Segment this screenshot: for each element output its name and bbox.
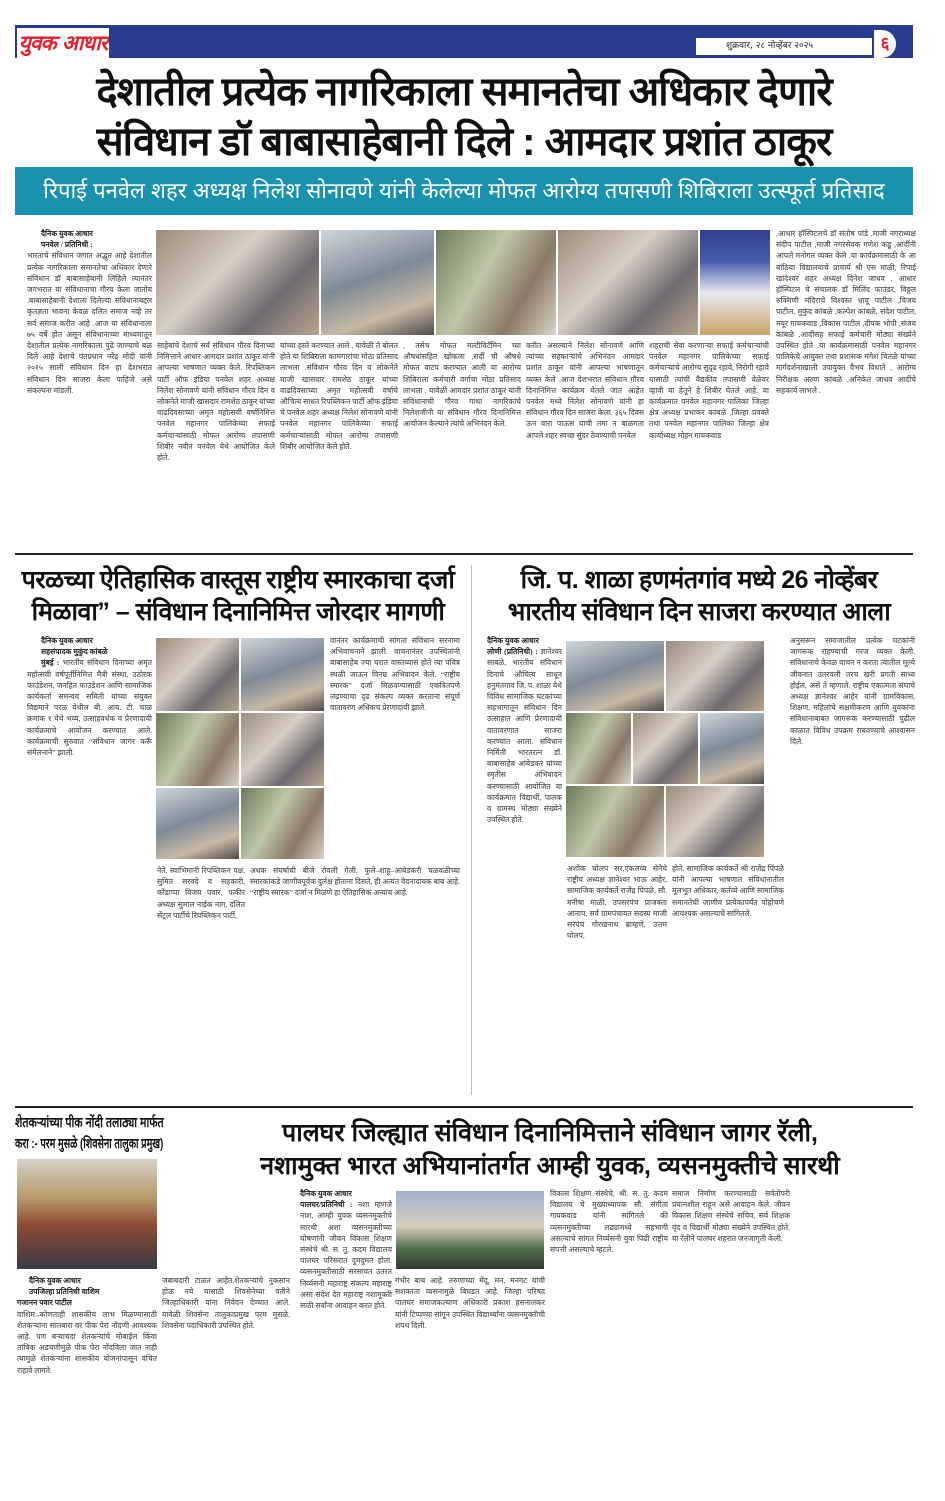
photo-grid-6 [240,787,325,860]
photo-grid-1 [155,637,240,712]
article5-headline-line2: नशामुक्त भारत अभियानांतर्गत आम्ही युवक, व्यसनमुक्तीचे सारथी [260,1152,840,1180]
byline: दैनिक युवक आधार [487,636,539,645]
photo-audience [155,229,320,336]
article3-column-4: होते. सामाजिक कार्यकर्ते श्री राजेंद्र पिंपळे यांनी आपल्या भाषणात संविधानातील मूलभूत अधिकार, कर्तव्ये आणि सामाजिक समानतेची जाणीव प्रत्येकापर्यंत पोहोचणे आवश्यक असल्याचे सांगितले. [672,864,784,918]
article3-column-1 [487,635,562,860]
photo-school-1 [565,640,665,712]
photo-school-6 [565,785,665,858]
article2-headline-line1: परळच्या ऐतिहासिक वास्तूस राष्ट्रीय स्मारकाचा दर्जा [21,566,455,594]
photo-school-3 [565,712,632,785]
lead-column-7: ,आधार हॉस्पिटलचे डॉ संतोष पांडे ,माजी नगराध्यक्ष संदीप पाटील ,माजी नगरसेवक गणेश कडू ,आदींनी आपले मनोगत व्यक्त केले .या कार्यक्रमासाठी के आ बांठिया विद्यालयाचे प्राचार्य श्री एस माळी, रिपाई खांदेश्वर शहर अध्यक्ष दिनेश जाधव , आधार हॉस्पिटल चे संचालक डॉ मिलिंद फाउंडर, विठ्ठल रुक्मिणी मंदिराचे विश्वस्त धायू पाटील ,विजय पाटील, मुकुंद कांबळे ,कल्पेश कांबळे, संदेश पाटील, मयूर गायकवाड ,विकास पाटील ,दीपक भोपी ,संजय कांबळे ,आदींसह सफाई कर्मचारी मोठ्या संख्येने उपस्थित होते .या कार्यक्रमासाठी पनवेल महानगर पालिकेचे आयुक्त तथा प्रशासक मंगेश चितळे यांच्या मार्गदर्शनाखाली उपायुक्त वैभव विधाते , आरोग्य निरीक्षक अरुण कांबळे ,अनिकेत जाधव आदींचे सहकार्य लाभले . [776,229,916,395]
lead-column-1 [27,228,152,548]
photo-memorandum [16,1158,158,1270]
lead-headline-line1: देशातील प्रत्येक नागरिकाला समानतेचा अधिकार देणारे [96,70,832,114]
article5-column-2: गंभीर बाब आहे. तरुणांच्या मेंदू, मन, मनगट यांची सशक्तता व्यसनामुळे बिघडत आहे. जिल्हा परिषद पालघर समाजकल्याण अधिकारी प्रकाश हसनालकर यांनी टिप्पण्या सांगून उपस्थित विद्यार्थ्यांना व्यसनमुक्तीची शपथ दिली. [395,1276,545,1330]
photo-school-7 [665,785,765,858]
photo-school-5 [699,712,765,785]
dateline: पनवेल / प्रतिनिधी : [41,240,93,250]
dateline: लोणी (प्रतिनिधी) : [487,647,538,657]
lead-column-2: साहेबांचे देशाचे सर्व संविधान गौरव दिनाच्या निमित्ताने आधार आमदार प्रशांत ठाकूर यांनी आपल्या भाषणात व्यक्त केले. रिपब्लिकन पार्टी ऑफ इंडिया पनवेल शहर अध्यक्ष निलेश सोनावणे यांनी संविधान गौरव दिन व लोकनेते माजी खासदार रामशेठ ठाकूर यांच्या वाढदिवसाच्या अमृत महोत्सवी वर्षानिमित्त पनवेल महानगर पालिकेच्या सफाई कर्मचाऱ्यांसाठी मोफत आरोग्य तपासणी शिबीर नवीन पनवेल येथे आयोजित केले होते. [157,341,275,463]
dateline: उपजिल्हा प्रतिनिधी वाशिम [29,1287,100,1297]
lead-column-6: शहराची सेवा करणाऱ्या सफाई कर्मचाऱ्यांची पनवेल महानगर पालिकेच्या सफाई कर्मचाऱ्यांचे आरोग्य सुदृढ रहावे, निरोगी रहावे यासाठी त्यांची वैद्यकीय तपासणी वेळेवर व्हावी या हेतूने हे शिबीर घेतले आहे. या कार्यक्रमात पनवेल महानगर पालिका जिल्हा क्षेत्र अध्यक्ष प्रभाकर कांबळे ,जिल्हा प्रवक्ते तथा पनवेल महानगर पालिका जिल्हा क्षेत्र कार्याध्यक्ष मोहन गायकवाड [649,341,769,440]
article3-column-2: अनुसरून समाजातील प्रत्येक घटकांनी जागरूक राहण्याची गरज व्यक्त केली. संविधानाचे केवळ वाचन न करता त्यातील मूल्ये जीवनात उतरवली तरच खरी प्रगती साध्य होईल, असे ते म्हणाले. राष्ट्रीय एकात्मता संघाचे अध्यक्ष ज्ञानेश्वर आहेर यांनी ग्रामविकास, शिक्षण, महिलांचे सक्षमीकरण आणि युवकांना संविधानाबाबत जागरूक करण्यासाठी पुढील काळात विविध उपक्रम राबवण्याचे आश्वासन दिले. [790,636,915,746]
photo-grid-3 [155,712,240,787]
photo-health-camp [320,229,435,336]
article5-column-3: विकास शिक्षण संस्थेचे, श्री. स. तु. कदम विद्यालय चे मुख्याध्यापक सौ. संगीता गायकवाड यांनी सांगितले की व्यसनमुक्तीच्या लढ्यामध्ये सहभागी असल्याचे सांगत निर्व्यसनी युवा पिढी राष्ट्रीय संपत्ती असल्याचे म्हटले. [550,1189,668,1255]
article4-headline-line2: करा :- परम मुसळे (शिवसेना तालुका प्रमुख) [15,1135,164,1151]
byline: दैनिक युवक आधार [41,229,93,238]
article3-headline-line1: जि. प. शाळा हणमंतगांव मध्ये 26 नोव्हेंबर [520,566,878,594]
article5-headline-line1: पालघर जिल्ह्यात संविधान दिनानिमित्ताने संविधान जागर रॅली, [282,1119,818,1147]
column-divider [471,565,472,1095]
byline: दैनिक युवक आधार [41,636,93,645]
photo-felicitation [435,229,557,336]
lead-subhead: रिपाई पनवेल शहर अध्यक्ष निलेश सोनावणे यांनी केलेल्या मोफत आरोग्य तपासणी शिबिराला उत्स्फूर्त प्रतिसाद [43,178,885,203]
article3-column-3: अशोक चोलप सर,एकलव्य सेनेचे राष्ट्रीय अध्यक्ष ज्ञानेश्वर भाऊ आहेर, सामाजिक कार्यकर्ते राजेंद्र पिंपळे, सौ. मनीषा माळी, उपसरपंच प्राजक्ता आनाप, सर्व ग्रामपंचायत सदस्य माजी सरपंच गोरखनाथ ब्राम्हणे, उत्तम घोलप, [567,864,667,941]
article4-column-2: जबाबदारी टाळत आहेत.शेतकऱ्यांचे नुकसान होऊ नये यासाठी शिवसेनेच्या वतीने जिल्हाधिकारी यांना निवेदन देण्यात आले. यावेळी शिवसेना तालुकाप्रमुख परम मुसळे, शिवसेना पदाधिकारी उपस्थित होते. [162,1276,290,1330]
article2-column-1 [27,635,152,1090]
lead-column-4: , तसेच मोफत मल्टीविटॅमिन च्या औषधांसहित खोकला ,सर्दी ची औषधे मोफत वाटप करण्यात आली या आरोग्य शिबिराला कर्मचारी वर्गाचा मोठा प्रतिसाद लाभला . यावेळी आमदार प्रशांत ठाकूर यांनी संविधानाची गौरव गाथा नागरिकांचे निलेशजीनी या संविधान गौरव दिनानिमित्त आयोजन केल्याने त्यांचे अभिनंदन केले. [403,341,521,429]
page-number: ६ [874,30,896,58]
article5-column-1 [300,1188,392,1488]
reporter: गजानन पवार पाटील [17,1298,72,1308]
article2-column-4: अधक संघर्षाची बीजे रोवली गेली. फुले–शाहू–आंबेडकरी चळवळीच्या स्मारकांकडे जाणीवपूर्वक दुर्लक्ष होताना दिसते, ही अत्यंत वेदनादायक बाब आहे. “राष्ट्रीय स्मारक” दर्जा न मिळणे हा ऐतिहासिक अन्याय आहे. [250,866,460,898]
photo-grid-4 [240,712,325,787]
photo-school-2 [665,640,765,712]
editor-credit: सहसंपादक मुकुंद कांबळे [41,647,108,657]
photo-rally [395,1190,545,1270]
article2-column-3: नेते, स्वाभिमानी रिपब्लिकन पक्ष, सुमित सरवदे व सहकारी, कोंडाप्पा विजय पवार, फकीर अध्यक्ष सुमाल नाईक नाग, दलित सेंट्रल पार्टीचे रिपब्लिकन पार्टी, [157,866,245,920]
section-divider [15,553,913,555]
issue-date: शुक्रवार, २८ नोव्हेंबर २०२५ [696,38,872,55]
article-text: भारतीय संविधान दिनाच्या अमृत महोत्सवी वर्षपूर्तीनिमित्त मैत्री संस्था, उठोरक फाउंडेशन, जनहित फाउंडेशन आणि सामाजिक कार्यकर्ता समन्वय समिती यांच्या संयुक्त विद्यमाने परळ येथील बी. आय. टी. चाळ क्रमांक १ येथे भव्य, उत्साहवर्धक व प्रेरणादायी कार्यक्रमाचे आयोजन करण्यात आले. कार्यक्रमाची सुरुवात “संविधान जागर करूँ संमेलनाने” झाली. [27,658,152,758]
article5-column-4: समाज निर्माण करण्यासाठी सर्वतोपरी प्रयत्नशील राहून असे आवाहन केले. जीवन विकास शिक्षण संस्थेचे सचिव, सर्व शिक्षक वृंद व विद्यार्थी मोठ्या संख्येने उपस्थित होते. या रॅलीने पालघर शहरात जनजागृती केली. [672,1189,790,1243]
article4-headline-line1: शेतकऱ्यांच्या पीक नोंदी तलाठ्या मार्फत [15,1114,164,1130]
article2-headline-line2: मिळावा” – संविधान दिनानिमित्त जोरदार मागणी [31,598,445,626]
photo-grid-2 [240,637,325,712]
section-divider [15,1106,913,1108]
article3-headline-line2: भारतीय संविधान दिन साजरा करण्यात आला [507,598,891,626]
dateline: मुंबई : [41,658,60,668]
article2-column-2: वानंतर कार्यक्रमाची सांगता संविधान सरनामा अभिवाचनाने झाली. वाचनानंतर उपस्थितांनी बाबासाहेब ज्या घरात वास्तव्यास होते त्या पवित्र स्थळी जाऊन विनम्र अभिवादन केले. “राष्ट्रीय स्मारक” दर्जा मिळवण्यासाठी एकत्रितपणे लढण्याचा दृढ संकल्प व्यक्त करताना संपूर्ण वातावरण अधिकच प्रेरणादायी झाले. [330,636,460,713]
photo-school-4 [632,712,699,785]
lead-column-3: यांच्या हस्ते करण्यात आले . यावेळी ते बोलत होते या शिबिराला कामगारांचा मोठा प्रतिसाद लाभला .संविधान गौरव दिन व लोकनेते माजी खासदार रामशेठ ठाकूर यांच्या वाढदिवसाच्या अमृत महोत्सवी वर्षाचे औचित्य साधत रिपब्लिकन पार्टी ऑफ इंडिया चे पनवेल शहर अध्यक्ष निलेश सोनावणे यांनी पनवेल महानगर पालिकेच्या सफाई कर्मचाऱ्यांसाठी मोफत आरोग्य तपासणी शिबीर आयोजित केले होते. [280,341,398,451]
byline: दैनिक युवक आधार [29,1276,81,1285]
photo-banner [699,229,771,336]
newspaper-logo: युवक आधार [17,28,109,58]
lead-column-5: करीत असल्याने निलेश सोनावणे आणि त्यांच्या सहकाऱ्यांचे अभिनंदन आमदार प्रशांत ठाकूर यांनी आपल्या भाषणातून व्यक्त केले .आज देशभरात संविधान गौरव दिनानिमित्त कार्यक्रम घेतले जात आहेत पनवेल मध्ये निलेश सोनावणे यांनी हा संविधान गौरव दिन साजरा केला. ३६५ दिवस ऊन वारा पाऊस याची तमा न बाळगता आपले शहर स्वच्छ सुंदर ठेवण्याची पनवेल [526,341,644,440]
article-text: नशा म्हणजे नाश, आम्ही युवक व्यसनमुक्तीचे सारथी अशा व्यसनमुक्तीच्या घोषणांनी जीवन विकास शिक्षण संस्थेचे श्री. स. तु. कदम विद्यालय पालघर परिसरात दुमदुमत होता. व्यसनमुक्तीसाठी सरसावत उतरत निर्व्यसनी महाराष्ट्र संकल्प महाराष्ट्र असा संदेश देत महाराष्ट्र नशामुक्ती साठी सर्वांना आवाहन करत होते. [300,1200,392,1311]
article-text: ज्ञानेश्वर साबळे, भारतीय संविधान दिनाचे औचित्य साधून हनुमंतगाव जि. प. शाळा येथे विविध सामाजिक घटकांच्या सहभागातून संविधान दिन उत्साहात आणि प्रेरणादायी वातावरणात साजरा करण्यात आला. संविधान निर्मिती भारतरत्न डॉ. बाबासाहेब आंबेडकर यांच्या स्मृतीस अभिवादन करण्यासाठी आयोजित या कार्यक्रमात विद्यार्थी, पालक व ग्रामस्थ मोठ्या संख्येने उपस्थित होते. [487,647,562,825]
dateline: पालघर/प्रतिनिधी : [300,1200,353,1210]
article-text: भारताचे संविधान जगात अद्भुत आहे देशातील प्रत्येक नागरिकाला समानतेचा अधिकार देणारे संविधान डॉ बाबासाहेबानी लिहिले त्यानंतर जगभरात या संविधानाचा गौरव केला जातोय .बाबासाहेबानी देशाला दिलेल्या संविधानाबद्दल कृतज्ञता भावना केवळ दलित समाज नव्हे तर सर्व समाज करीत आहे .आज या संविधानाला ७५ वर्षे होत असून संविधानाच्या माध्यमातून देशातील प्रत्येक नागरिकाला पुढे जाण्याचे बळ दिले आहे देशाचे पंतप्रधान नरेंद्र मोदी यांनी २०१५ साली संविधान दिन हा देशभरात संविधान दिन साजरा केला पाहिजे असे संकल्पना मांडली. [27,251,152,395]
photo-grid-5 [155,787,240,860]
photo-stage-guests [557,229,699,336]
lead-headline-line2: संविधान डॉ बाबासाहेबानी दिले : आमदार प्रशांत ठाकूर [96,120,832,164]
article4-column-1 [17,1275,157,1490]
byline: दैनिक युवक आधार [300,1189,352,1198]
article-text: वाशिम:-कोणताही शासकीय लाभ मिळण्यासाठी शेतकऱ्यांना सातबारा वर पीक पेरा नोंदणी आवश्यक आहे. पण बऱ्याचदा शेतकऱ्यांचे मोबाईल किंवा तांत्रिक अडचणीमुळे पीक पेरा नोंदविला जात नाही त्यामुळे शेतकऱ्यांना शासकीय योजनांपासून वंचित राहावे लागते. [17,1309,157,1375]
